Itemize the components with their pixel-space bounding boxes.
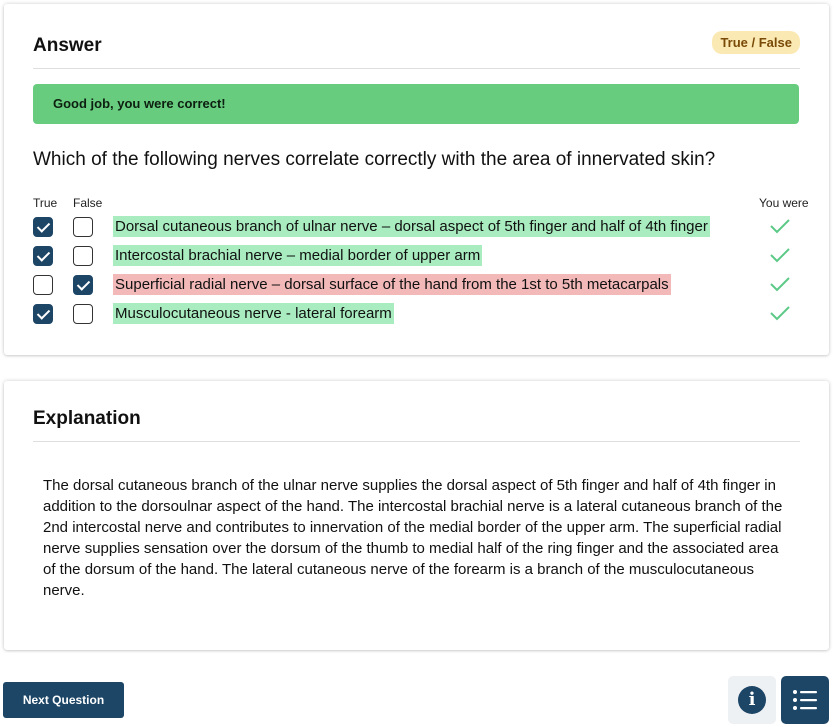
info-icon: i xyxy=(738,686,766,714)
false-checkbox[interactable] xyxy=(73,304,93,324)
explanation-header xyxy=(33,381,800,442)
true-checkbox[interactable] xyxy=(33,217,53,237)
check-icon xyxy=(770,276,790,292)
option-row xyxy=(33,215,799,239)
question-type-badge: True / False xyxy=(712,31,800,54)
answer-card xyxy=(4,4,829,355)
option-text: Superficial radial nerve – dorsal surface of the hand from the 1st to 5th metacarpals xyxy=(115,276,669,293)
option-text: Dorsal cutaneous branch of ulnar nerve – dorsal aspect of 5th finger and half of 4th finger xyxy=(115,218,708,235)
false-column-header: False xyxy=(73,196,103,210)
explanation-card xyxy=(4,381,829,650)
check-icon xyxy=(770,305,790,321)
explanation-text: The dorsal cutaneous branch of the ulnar nerve supplies the dorsal aspect of 5th finger and half of 4th finger in addition to the dorsoulnar aspect of the hand. The intercostal brachial nerve is a lateral cutaneous branch of the 2nd intercostal nerve and contributes to innervation of the medial border of the upper arm. The superficial radial nerve supplies sensation over the dorsum of the thumb to medial half of the ring finger and the associated area of the dorsum of the hand. The lateral cutaneous nerve of the forearm is a branch of the musculocutaneous nerve. xyxy=(43,477,783,599)
true-checkbox[interactable] xyxy=(33,275,53,295)
option-row xyxy=(33,302,799,326)
option-text: Musculocutaneous nerve - lateral forearm xyxy=(115,305,392,322)
question-text: Which of the following nerves correlate correctly with the area of innervated skin? xyxy=(33,149,716,170)
true-column-header: True xyxy=(33,196,58,210)
explanation-title: Explanation xyxy=(33,408,141,429)
option-row xyxy=(33,244,799,268)
list-icon xyxy=(792,688,818,712)
false-checkbox[interactable] xyxy=(73,246,93,266)
true-checkbox[interactable] xyxy=(33,246,53,266)
question-list-button[interactable] xyxy=(781,676,829,724)
true-checkbox[interactable] xyxy=(33,304,53,324)
answer-header xyxy=(33,4,800,69)
option-text: Intercostal brachial nerve – medial border of upper arm xyxy=(115,247,481,264)
feedback-banner: Good job, you were correct! xyxy=(33,84,799,124)
option-row xyxy=(33,273,799,297)
next-question-button[interactable]: Next Question xyxy=(3,682,124,718)
false-checkbox[interactable] xyxy=(73,217,93,237)
result-column-header: You were xyxy=(759,196,809,210)
answer-title: Answer xyxy=(33,35,102,56)
check-icon xyxy=(770,218,790,234)
info-button[interactable] xyxy=(728,676,776,724)
check-icon xyxy=(770,247,790,263)
false-checkbox[interactable] xyxy=(73,275,93,295)
